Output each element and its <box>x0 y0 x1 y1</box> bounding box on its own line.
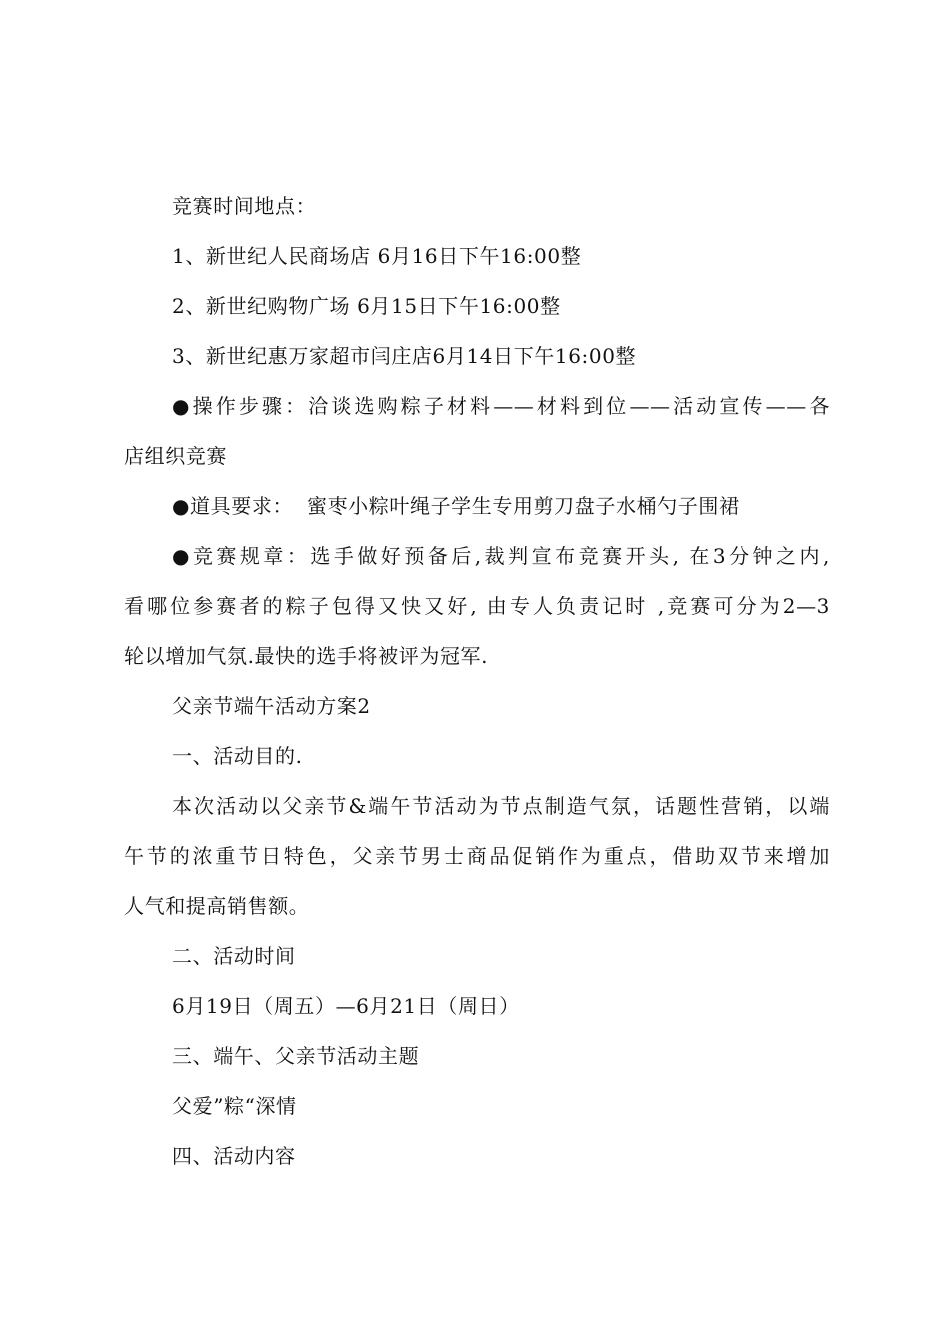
competition-rules-line-1: ●竞赛规章：选手做好预备后,裁判宣布竞赛开头, 在3分钟之内, <box>172 544 830 568</box>
competition-rules-line-2: 看哪位参赛者的粽子包得又快又好, 由专人负责记时 ,竞赛可分为2—3 <box>124 594 830 618</box>
venue-item-2: 2、新世纪购物广场 6月15日下午16:00整 <box>172 294 561 318</box>
heading-activity-content: 四、活动内容 <box>172 1144 296 1168</box>
competition-time-place-heading: 竞赛时间地点： <box>172 194 317 218</box>
venue-item-1: 1、新世纪人民商场店 6月16日下午16:00整 <box>172 244 582 268</box>
venue-item-3: 3、新世纪惠万家超市闫庄店6月14日下午16:00整 <box>172 344 637 368</box>
operation-steps-line-2: 店组织竞赛 <box>124 444 227 468</box>
operation-steps-line-1: ●操作步骤：洽谈选购粽子材料——材料到位——活动宣传——各 <box>172 394 830 418</box>
purpose-paragraph-line-1: 本次活动以父亲节&端午节活动为节点制造气氛，话题性营销，以端 <box>172 794 830 818</box>
activity-theme: 父爱”粽“深情 <box>172 1094 297 1118</box>
section-title-plan-2: 父亲节端午活动方案2 <box>172 694 371 718</box>
props-requirements: ●道具要求： 蜜枣小粽叶绳子学生专用剪刀盘子水桶勺子围裙 <box>172 494 740 518</box>
purpose-paragraph-line-3: 人气和提高销售额。 <box>124 894 310 918</box>
competition-rules-line-3: 轮以增加气氛.最快的选手将被评为冠军. <box>124 644 489 668</box>
heading-activity-theme: 三、端午、父亲节活动主题 <box>172 1044 420 1068</box>
heading-activity-time: 二、活动时间 <box>172 944 296 968</box>
activity-dates: 6月19日（周五）—6月21日（周日） <box>172 994 520 1018</box>
heading-activity-purpose: 一、活动目的. <box>172 744 303 768</box>
purpose-paragraph-line-2: 午节的浓重节日特色，父亲节男士商品促销作为重点，借助双节来增加 <box>124 844 830 868</box>
